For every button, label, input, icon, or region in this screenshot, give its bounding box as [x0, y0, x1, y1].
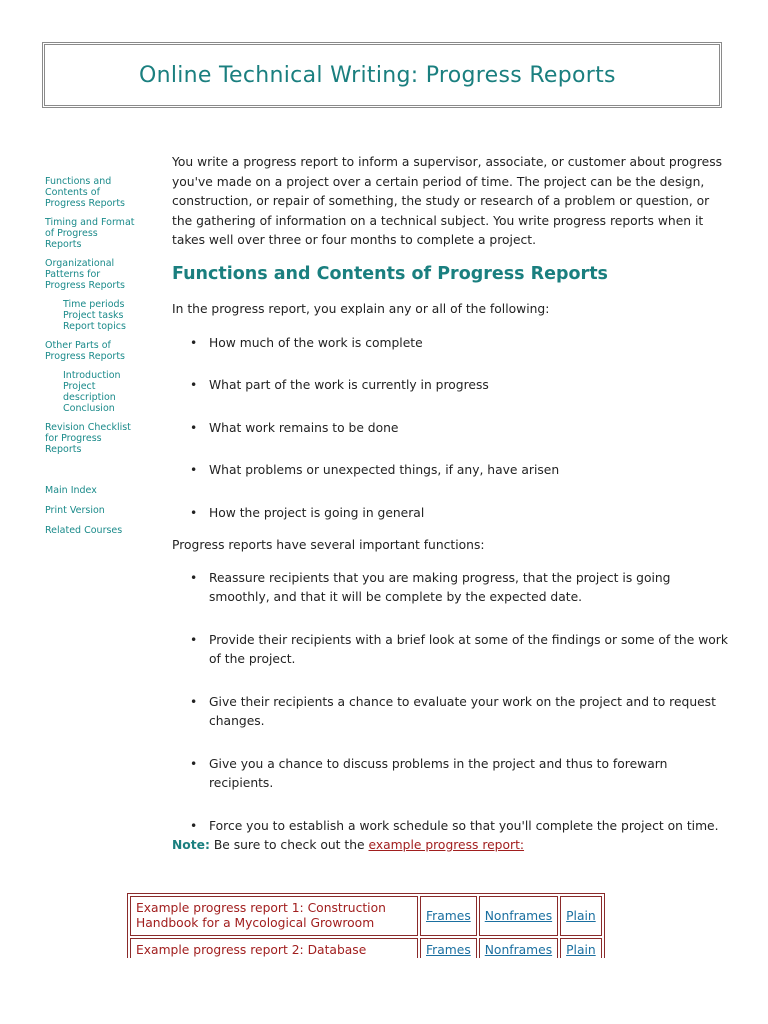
- note-text: Be sure to check out the: [213, 838, 365, 852]
- list-item-text: What part of the work is currently in progress: [209, 378, 489, 392]
- list-item: [172, 334, 732, 354]
- sidebar: [45, 176, 135, 545]
- sidebar-subitem[interactable]: Project description: [63, 381, 116, 403]
- sidebar-subitem[interactable]: Conclusion: [63, 403, 115, 414]
- sidebar-item[interactable]: Organizational Patterns for Progress Reports: [45, 258, 126, 291]
- functions-lead: Progress reports have several important functions:: [172, 538, 485, 552]
- sidebar-spacer: [45, 463, 135, 485]
- bullet-icon: •: [190, 378, 198, 392]
- bullet-icon: •: [190, 818, 198, 833]
- example-frames-cell: [420, 896, 477, 936]
- bullet-icon: •: [190, 570, 198, 585]
- list-item-text: Force you to establish a work schedule so that you'll complete the project on time.: [209, 818, 719, 833]
- sidebar-item[interactable]: Revision Checklist for Progress Reports: [45, 422, 131, 455]
- sidebar-bottom-link[interactable]: Main Index: [45, 485, 97, 496]
- bullet-icon: •: [190, 505, 198, 520]
- sidebar-item[interactable]: Timing and Format of Progress Reports: [45, 217, 135, 250]
- note-label: Note:: [172, 838, 210, 852]
- sidebar-bottom-link[interactable]: Related Courses: [45, 525, 123, 536]
- list-item: [172, 755, 732, 794]
- functions-list: [172, 569, 732, 837]
- example-plain-cell: [560, 896, 602, 936]
- list-item-text: Give you a chance to discuss problems in the project and thus to forewarn recipients.: [209, 756, 668, 790]
- example-label: Example progress report 2: Database: [130, 938, 418, 963]
- list-item-text: Provide their recipients with a brief look at some of the findings or some of the work of the project.: [209, 632, 728, 666]
- title-box: [42, 42, 722, 108]
- list-item: [172, 376, 732, 396]
- bullet-icon: •: [190, 463, 198, 477]
- sidebar-item[interactable]: Functions and Contents of Progress Reports: [45, 176, 126, 209]
- list-item: [172, 569, 732, 608]
- list-item: [172, 419, 732, 439]
- list-item-text: What problems or unexpected things, if any, have arisen: [209, 463, 560, 477]
- list-item: [172, 461, 732, 481]
- bullet-icon: •: [190, 420, 198, 435]
- example-nonframes-link[interactable]: Nonframes: [484, 943, 553, 957]
- intro-paragraph: You write a progress report to inform a supervisor, associate, or customer about progress you've made on a project over a certain period of time. The project can be the design, construction, or repair of something, the study or research of a problem or question, or the gathering of information on a technical subject. You write progress reports when it takes well over three or four months to complete a project.: [172, 155, 723, 247]
- list-item-text: How much of the work is complete: [209, 335, 423, 350]
- example-nonframes-cell: [479, 896, 558, 936]
- examples-table: [127, 893, 605, 966]
- list-item: [172, 817, 732, 837]
- bullet-icon: •: [190, 632, 198, 647]
- sidebar-bottom-link[interactable]: Print Version: [45, 505, 105, 516]
- bullet-icon: •: [190, 694, 198, 709]
- list-item: [172, 693, 732, 732]
- table-row: [130, 896, 602, 936]
- note-paragraph: [172, 836, 732, 856]
- explain-lead: In the progress report, you explain any or all of the following:: [172, 302, 550, 316]
- page-bottom-blank: [0, 958, 768, 1024]
- example-plain-link[interactable]: Plain: [566, 908, 596, 923]
- sidebar-subitem[interactable]: Report topics: [63, 321, 126, 332]
- list-item-text: How the project is going in general: [209, 505, 425, 520]
- list-item: [172, 631, 732, 670]
- list-item-text: Give their recipients a chance to evaluate your work on the project and to request changes.: [209, 694, 716, 728]
- example-label: Example progress report 1: Construction Handbook for a Mycological Growroom: [130, 896, 418, 936]
- example-report-link[interactable]: example progress report:: [368, 838, 525, 852]
- example-frames-link[interactable]: Frames: [426, 943, 471, 957]
- bullet-icon: •: [190, 756, 198, 771]
- list-item-text: What work remains to be done: [209, 420, 399, 435]
- bullet-icon: •: [190, 335, 198, 350]
- page-title: Online Technical Writing: Progress Reports: [139, 63, 616, 88]
- sidebar-subitem[interactable]: Time periods: [63, 299, 125, 310]
- example-frames-link[interactable]: Frames: [426, 908, 471, 923]
- sidebar-subitem[interactable]: Project tasks: [63, 310, 124, 321]
- sidebar-item[interactable]: Other Parts of Progress Reports: [45, 340, 126, 362]
- explain-list: [172, 334, 732, 524]
- main-content: [172, 153, 732, 856]
- list-item-text: Reassure recipients that you are making progress, that the project is going smoothly, and that it will be complete by the expected date.: [209, 570, 671, 604]
- sidebar-subitem[interactable]: Introduction: [63, 370, 121, 381]
- example-plain-link[interactable]: Plain: [566, 943, 596, 957]
- list-item: [172, 504, 732, 524]
- section-heading: Functions and Contents of Progress Reports: [172, 263, 608, 284]
- example-nonframes-link[interactable]: Nonframes: [484, 908, 553, 923]
